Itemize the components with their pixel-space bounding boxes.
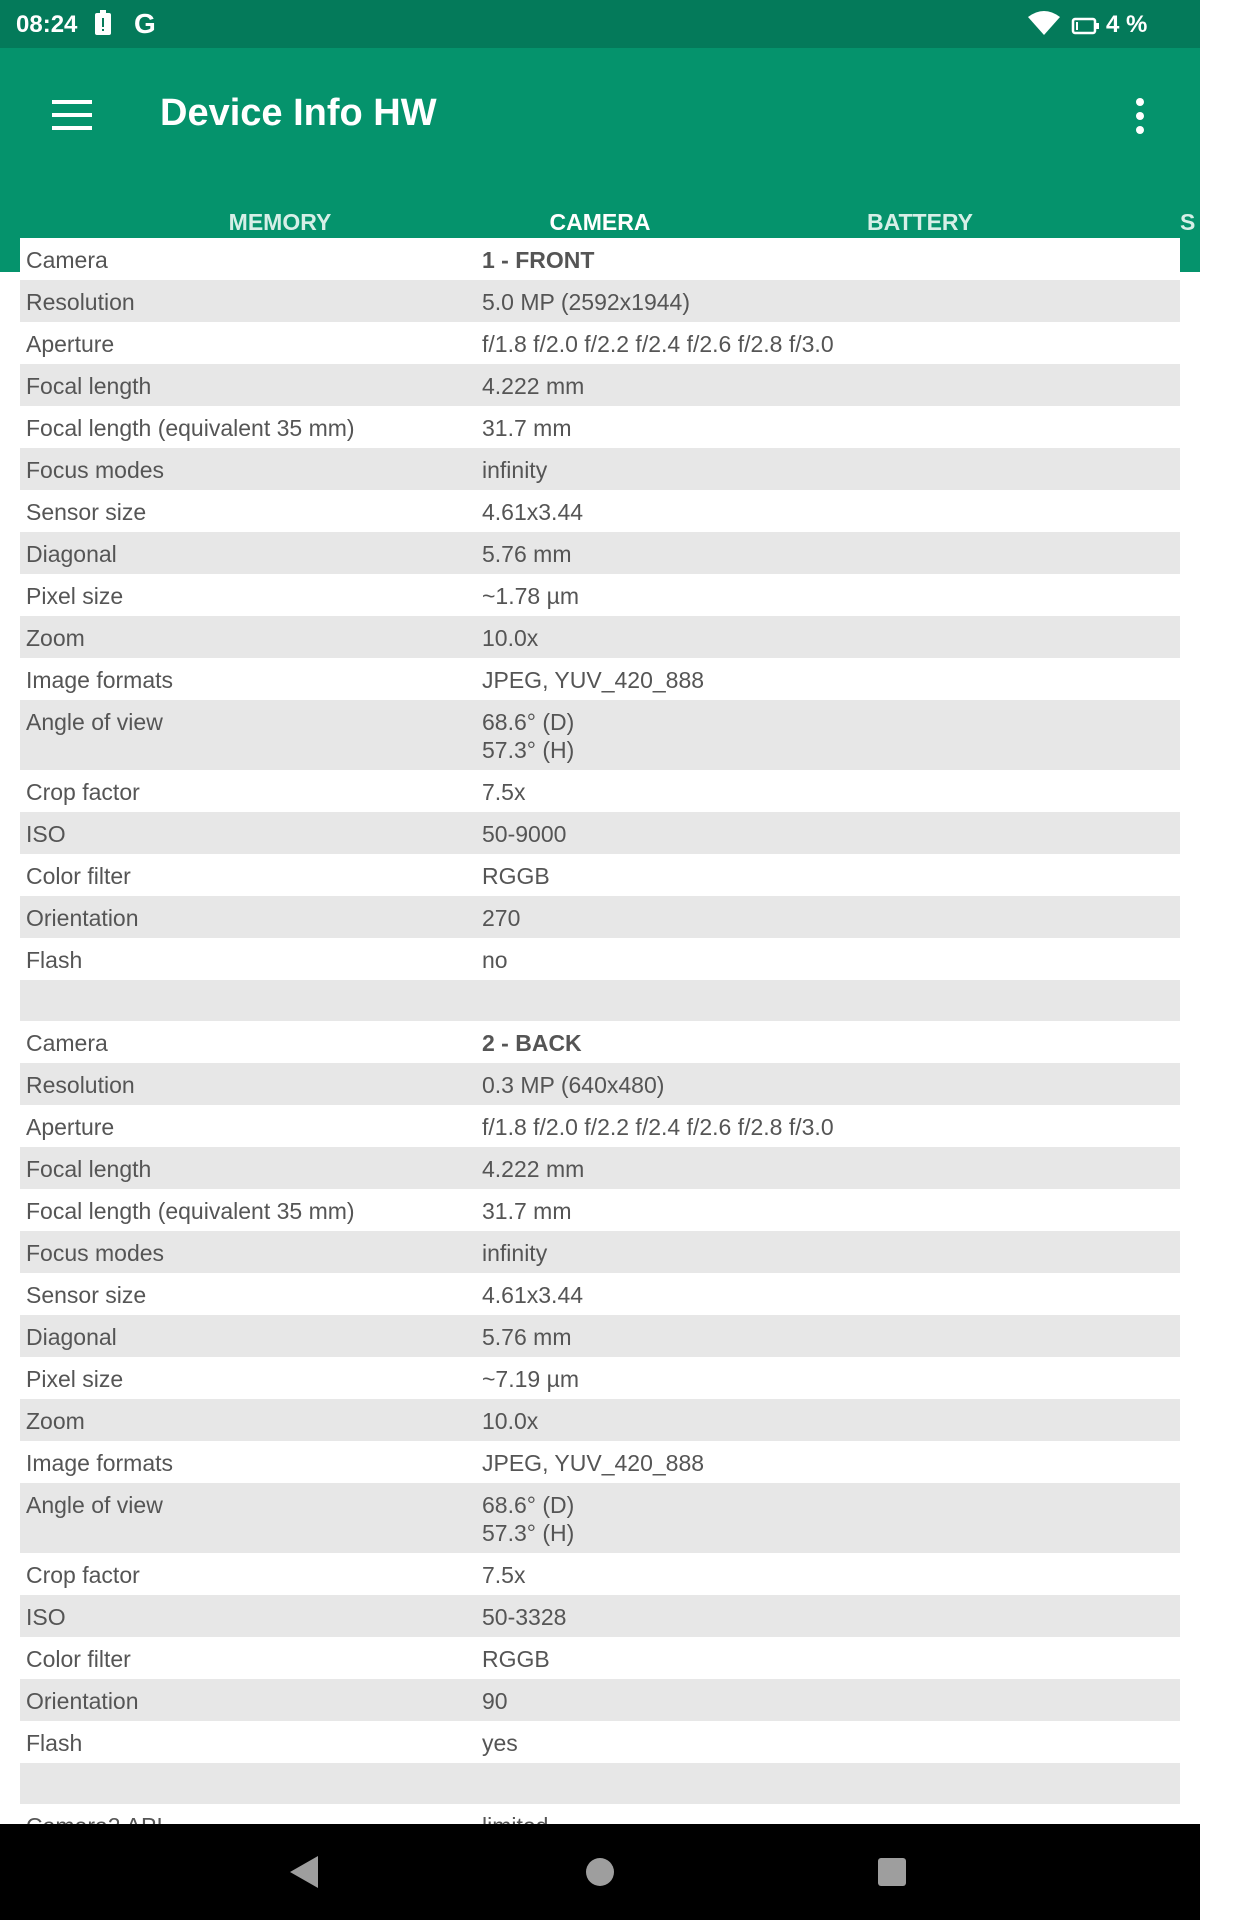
row-value: RGGB	[482, 1646, 550, 1672]
home-icon[interactable]	[586, 1858, 614, 1886]
row-key: Focal length	[26, 373, 152, 399]
table-row	[20, 280, 1180, 322]
row-value: 31.7 mm	[482, 415, 572, 441]
row-key: Image formats	[26, 1450, 173, 1476]
row-key: Flash	[26, 947, 83, 973]
camera-info-list[interactable]	[20, 247, 1180, 1824]
row-key: Crop factor	[26, 779, 140, 805]
table-row	[20, 700, 1180, 770]
angle-diagonal: 68.6° (D)	[482, 1492, 575, 1518]
table-row	[20, 490, 1180, 532]
row-key: Orientation	[26, 1688, 139, 1714]
table-row	[20, 854, 1180, 896]
row-key: Focal length (equivalent 35 mm)	[26, 415, 355, 441]
table-row	[20, 1189, 1180, 1231]
row-value: 50-3328	[482, 1604, 567, 1630]
camera-table	[20, 238, 1180, 1846]
row-key: Pixel size	[26, 1366, 124, 1392]
row-value: 4.222 mm	[482, 1156, 585, 1182]
table-row	[20, 1553, 1180, 1595]
tab-partial-left[interactable]	[0, 172, 10, 272]
row-key: Aperture	[26, 331, 115, 357]
row-value: 5.76 mm	[482, 1324, 572, 1350]
row-key: Image formats	[26, 667, 173, 693]
table-row	[20, 448, 1180, 490]
row-key: Aperture	[26, 1114, 115, 1140]
recents-icon[interactable]	[878, 1858, 906, 1886]
row-value: 7.5x	[482, 1562, 526, 1588]
row-value: RGGB	[482, 863, 550, 889]
table-row	[20, 238, 1180, 280]
table-row	[20, 616, 1180, 658]
row-value: 5.0 MP (2592x1944)	[482, 289, 690, 315]
table-row	[20, 1679, 1180, 1721]
row-key: Focus modes	[26, 457, 165, 483]
row-value: 10.0x	[482, 625, 539, 651]
row-value: 10.0x	[482, 1408, 539, 1434]
row-value: 4.61x3.44	[482, 1282, 584, 1308]
table-row	[20, 1721, 1180, 1763]
row-key: ISO	[26, 1604, 66, 1630]
row-value: infinity	[482, 1240, 548, 1266]
more-vert-icon[interactable]	[1124, 96, 1156, 136]
row-value: 1 - FRONT	[482, 247, 595, 273]
battery-icon	[1072, 14, 1100, 42]
table-row	[20, 1357, 1180, 1399]
row-value: no	[482, 947, 508, 973]
angle-horizontal: 57.3° (H)	[482, 737, 575, 763]
battery-alert-icon	[94, 10, 112, 43]
section-divider	[20, 980, 1180, 1021]
battery-percent: 4 %	[1106, 11, 1148, 38]
table-row	[20, 1483, 1180, 1553]
row-key: Focal length	[26, 1156, 152, 1182]
row-value: yes	[482, 1730, 518, 1756]
row-key: Color filter	[26, 1646, 131, 1672]
table-row	[20, 322, 1180, 364]
table-row	[20, 574, 1180, 616]
table-row	[20, 770, 1180, 812]
row-value: JPEG, YUV_420_888	[482, 1450, 705, 1476]
row-value: JPEG, YUV_420_888	[482, 667, 705, 693]
table-row	[20, 1441, 1180, 1483]
row-key: Zoom	[26, 1408, 85, 1434]
section-divider	[20, 1763, 1180, 1804]
row-value: 4.61x3.44	[482, 499, 584, 525]
table-row	[20, 1147, 1180, 1189]
row-value: 270	[482, 905, 521, 931]
row-key: Camera	[26, 247, 108, 273]
angle-diagonal: 68.6° (D)	[482, 709, 575, 735]
table-row	[20, 896, 1180, 938]
google-icon: G	[134, 8, 156, 39]
row-value: 50-9000	[482, 821, 567, 847]
back-icon[interactable]	[290, 1856, 318, 1888]
row-value: ~1.78 µm	[482, 583, 579, 609]
table-row	[20, 364, 1180, 406]
row-key: Angle of view	[26, 709, 163, 735]
row-value-multiline	[460, 1483, 1180, 1553]
row-key: Focus modes	[26, 1240, 165, 1266]
row-key: Angle of view	[26, 1492, 163, 1518]
row-value: 7.5x	[482, 779, 526, 805]
row-key: Camera	[26, 1030, 108, 1056]
table-row	[20, 1315, 1180, 1357]
row-value: f/1.8 f/2.0 f/2.2 f/2.4 f/2.6 f/2.8 f/3.0	[482, 1114, 834, 1140]
row-value: 31.7 mm	[482, 1198, 572, 1224]
table-row	[20, 1637, 1180, 1679]
angle-horizontal: 57.3° (H)	[482, 1520, 575, 1546]
wifi-icon	[1028, 11, 1060, 44]
row-key: Flash	[26, 1730, 83, 1756]
navigation-bar	[0, 1824, 1200, 1920]
tab-memory[interactable]: MEMORY	[228, 209, 332, 235]
row-value: infinity	[482, 457, 548, 483]
row-key: Sensor size	[26, 1282, 147, 1308]
tab-partial-right[interactable]: S	[1180, 209, 1196, 235]
table-row	[20, 1595, 1180, 1637]
row-key: Pixel size	[26, 583, 124, 609]
row-value: 2 - BACK	[482, 1030, 582, 1056]
tab-battery[interactable]: BATTERY	[866, 209, 974, 235]
table-row	[20, 1273, 1180, 1315]
table-row	[20, 1021, 1180, 1063]
row-key: Zoom	[26, 625, 85, 651]
table-row	[20, 1231, 1180, 1273]
table-row	[20, 1105, 1180, 1147]
row-key: Focal length (equivalent 35 mm)	[26, 1198, 355, 1224]
table-row	[20, 658, 1180, 700]
row-key: Resolution	[26, 289, 135, 315]
tab-camera[interactable]: CAMERA	[549, 209, 651, 235]
table-row	[20, 812, 1180, 854]
row-value: 0.3 MP (640x480)	[482, 1072, 665, 1098]
hamburger-menu-icon[interactable]	[52, 100, 92, 130]
row-key: Diagonal	[26, 1324, 117, 1350]
status-time: 08:24	[16, 11, 78, 38]
row-key: ISO	[26, 821, 66, 847]
row-key: Resolution	[26, 1072, 135, 1098]
row-value: 5.76 mm	[482, 541, 572, 567]
table-row	[20, 938, 1180, 980]
row-value: f/1.8 f/2.0 f/2.2 f/2.4 f/2.6 f/2.8 f/3.0	[482, 331, 834, 357]
row-value: 90	[482, 1688, 508, 1714]
table-row	[20, 1399, 1180, 1441]
row-value-multiline	[460, 700, 1180, 770]
row-key: Diagonal	[26, 541, 117, 567]
row-key: Sensor size	[26, 499, 147, 525]
status-bar	[0, 0, 1200, 48]
table-row	[20, 406, 1180, 448]
table-row	[20, 532, 1180, 574]
row-key: Crop factor	[26, 1562, 140, 1588]
row-key: Orientation	[26, 905, 139, 931]
app-title: Device Info HW	[160, 92, 437, 134]
table-row	[20, 1063, 1180, 1105]
row-value: ~7.19 µm	[482, 1366, 579, 1392]
row-value: 4.222 mm	[482, 373, 585, 399]
row-key: Color filter	[26, 863, 131, 889]
